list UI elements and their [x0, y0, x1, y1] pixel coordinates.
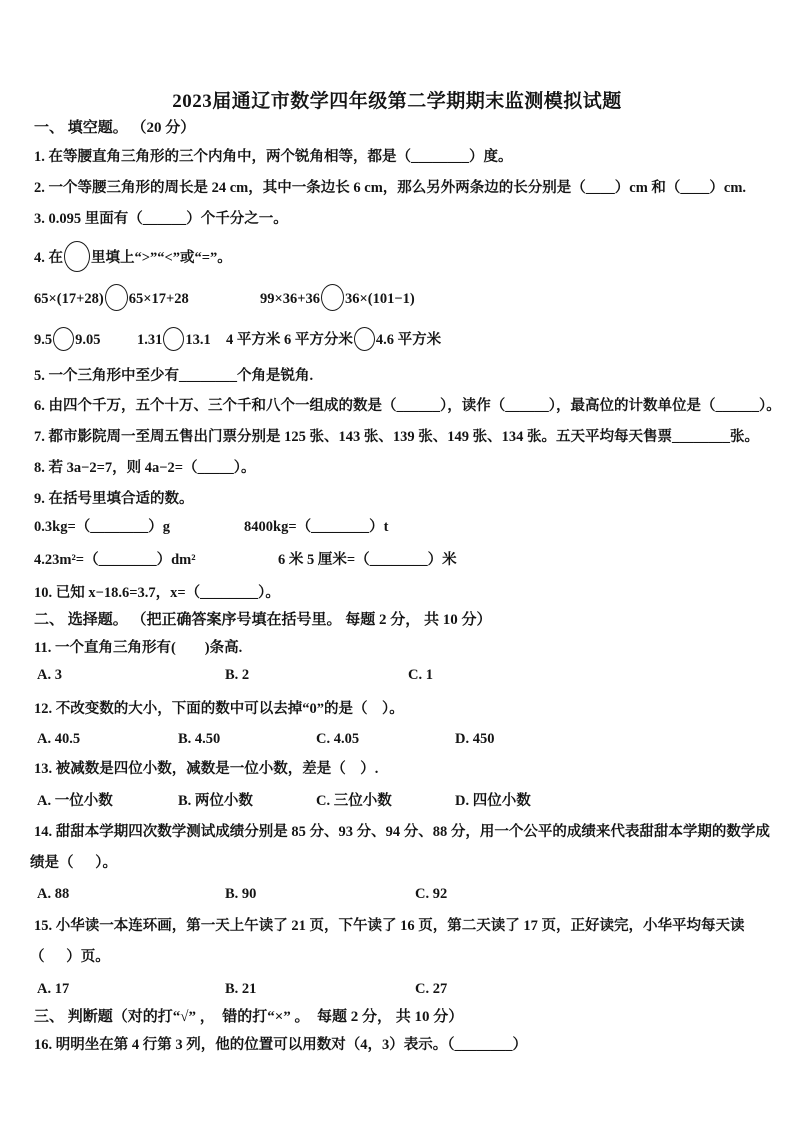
option-c: C. 1	[408, 667, 433, 683]
expression-right: 13.1	[185, 332, 211, 348]
section-2-heading: 二、 选择题。 （把正确答案序号填在括号里。 每题 2 分， 共 10 分）	[34, 612, 492, 628]
question-4-text-prefix: 4. 在	[34, 250, 63, 266]
expression-left: 4 平方米 6 平方分米	[226, 332, 353, 348]
question-5: 5. 一个三角形中至少有________个角是锐角.	[34, 368, 314, 384]
expression-right: 9.05	[75, 332, 101, 348]
unit-conversion: 0.3kg=（________）g	[34, 519, 170, 535]
option-b: B. 两位小数	[178, 793, 253, 809]
option-d: D. 四位小数	[455, 793, 531, 809]
question-14-line-1: 14. 甜甜本学期四次数学测试成绩分别是 85 分、93 分、94 分、88 分，用一个公平的成绩来代表甜甜本学期的数学成	[34, 824, 770, 840]
option-c: C. 三位小数	[316, 793, 392, 809]
option-a: A. 88	[37, 886, 70, 902]
comparison-circle-icon	[64, 241, 90, 272]
option-b: B. 21	[225, 981, 257, 997]
option-b: B. 90	[225, 886, 257, 902]
question-4-text-suffix: 里填上“>”“<”或“=”。	[91, 250, 232, 266]
option-a: A. 3	[37, 667, 62, 683]
section-1-heading: 一、 填空题。 （20 分）	[34, 120, 196, 136]
option-c: C. 4.05	[316, 731, 360, 747]
comparison-pair	[226, 327, 441, 351]
expression-right: 36×(101−1)	[345, 291, 415, 307]
section-3-heading: 三、 判断题（对的打“√” ， 错的打“×” 。 每题 2 分， 共 10 分）	[34, 1009, 464, 1025]
unit-conversion: 8400kg=（________）t	[244, 519, 389, 535]
question-11: 11. 一个直角三角形有( )条高.	[34, 640, 243, 656]
question-2: 2. 一个等腰三角形的周长是 24 cm，其中一条边长 6 cm，那么另外两条边的长分别是（____）cm 和（____）cm.	[34, 180, 747, 196]
expression-left: 99×36+36	[260, 291, 321, 307]
option-b: B. 4.50	[178, 731, 221, 747]
option-a: A. 一位小数	[37, 793, 113, 809]
question-4	[34, 241, 232, 266]
question-15-line-2: （ ）页。	[30, 949, 110, 965]
option-d: D. 450	[455, 731, 495, 747]
question-15-line-1: 15. 小华读一本连环画，第一天上午读了 21 页，下午读了 16 页，第二天读了 17 页，正好读完，小华平均每天读	[34, 918, 745, 934]
comparison-pair	[137, 327, 211, 351]
question-8: 8. 若 3a−2=7，则 4a−2=（_____）。	[34, 460, 256, 476]
option-a: A. 40.5	[37, 731, 81, 747]
comparison-circle-icon	[53, 327, 74, 351]
option-b: B. 2	[225, 667, 250, 683]
question-7: 7. 都市影院周一至周五售出门票分别是 125 张、143 张、139 张、149 张、134 张。五天平均每天售票________张。	[34, 429, 759, 445]
comparison-pair	[34, 284, 189, 311]
unit-conversion: 6 米 5 厘米=（________）米	[278, 552, 457, 568]
expression-left: 65×(17+28)	[34, 291, 104, 307]
expression-right: 65×17+28	[128, 291, 189, 307]
unit-conversion: 4.23m²=（________）dm²	[34, 552, 196, 568]
expression-left: 1.31	[137, 332, 163, 348]
question-9: 9. 在括号里填合适的数。	[34, 491, 194, 507]
option-c: C. 92	[415, 886, 448, 902]
comparison-pair	[34, 327, 101, 351]
comparison-pair	[260, 284, 415, 311]
expression-right: 4.6 平方米	[375, 332, 442, 348]
option-c: C. 27	[415, 981, 448, 997]
comparison-circle-icon	[321, 284, 344, 311]
option-a: A. 17	[37, 981, 70, 997]
question-14-line-2: 绩是（ ）。	[30, 855, 117, 871]
question-13: 13. 被减数是四位小数，减数是一位小数，差是（ ）.	[34, 761, 379, 777]
expression-left: 9.5	[34, 332, 53, 348]
comparison-circle-icon	[105, 284, 128, 311]
comparison-circle-icon	[354, 327, 375, 351]
question-16: 16. 明明坐在第 4 行第 3 列，他的位置可以用数对（4，3）表示。（________）	[34, 1037, 527, 1053]
question-10: 10. 已知 x−18.6=3.7，x=（________）。	[34, 585, 280, 601]
comparison-circle-icon	[163, 327, 184, 351]
question-6: 6. 由四个千万，五个十万、三个千和八个一组成的数是（______），读作（______），最高位的计数单位是（______）。	[34, 398, 781, 414]
question-1: 1. 在等腰直角三角形的三个内角中，两个锐角相等，都是（________）度。	[34, 149, 513, 165]
page-title: 2023届通辽市数学四年级第二学期期末监测模拟试题	[172, 91, 622, 112]
question-3: 3. 0.095 里面有（______）个千分之一。	[34, 211, 288, 227]
question-12: 12. 不改变数的大小，下面的数中可以去掉“0”的是（ ）。	[34, 701, 404, 717]
